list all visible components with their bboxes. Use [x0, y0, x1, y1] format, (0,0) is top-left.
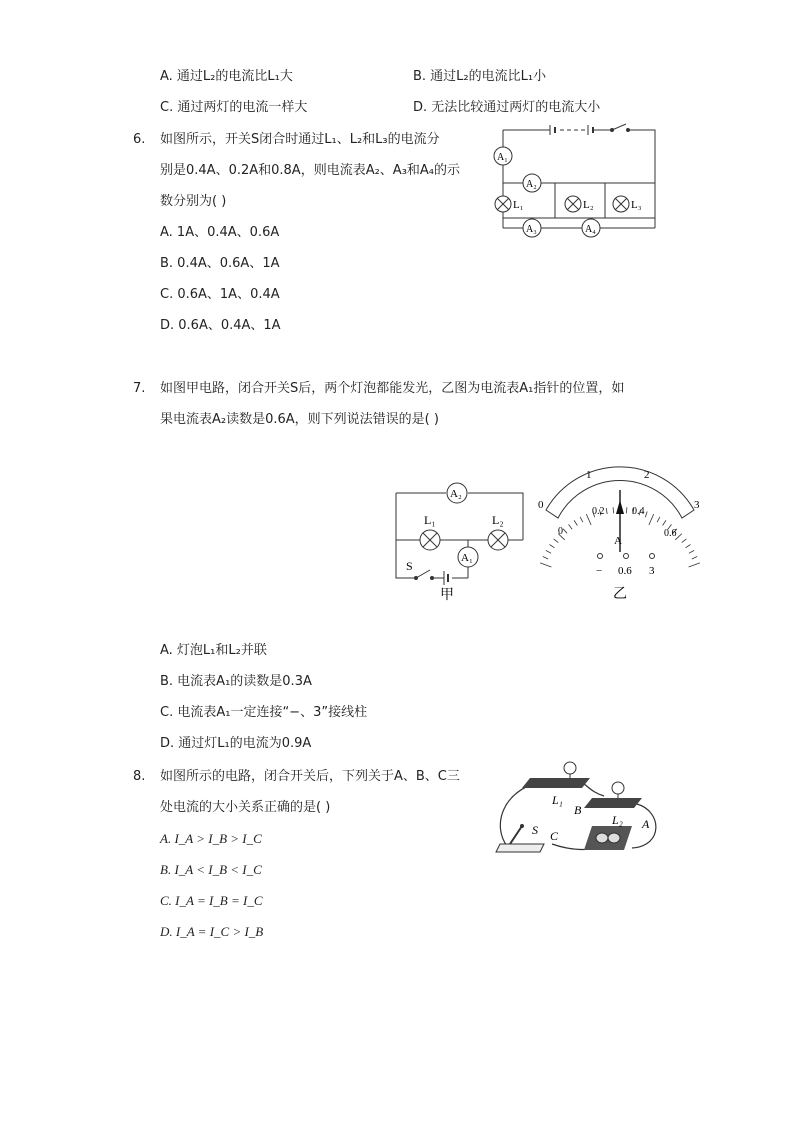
q8-option-a: A. I_A > I_B > I_C — [160, 831, 262, 846]
dial-tick — [657, 517, 660, 522]
dial-tick — [563, 529, 567, 534]
q6-a2-label: A₂ — [526, 179, 537, 190]
q8-c-label: C — [550, 829, 559, 843]
dial-tick — [574, 520, 577, 525]
dial-tick — [586, 514, 591, 525]
q6-option-d: D. 0.6A、0.4A、1A — [160, 318, 281, 333]
yi-inner-3: 0.6 — [664, 528, 677, 539]
q6-stem-line2: 别是0.4A、0.2A和0.8A，则电流表A₂、A₃和A₄的示 — [160, 163, 461, 178]
q7-stem-line1: 如图甲电路，闭合开关S后，两个灯泡都能发光，乙图为电流表A₁指针的位置，如 — [160, 381, 625, 396]
dial-tick — [686, 545, 691, 548]
q6-a4-label: A₄ — [585, 224, 596, 235]
dial-tick — [554, 539, 559, 543]
q6-number: 6. — [133, 132, 146, 147]
q8-option-c: C. I_A = I_B = I_C — [160, 893, 263, 908]
dial-tick — [546, 550, 551, 553]
q8-b-label: B — [574, 803, 582, 817]
q6-stem-line3: 数分别为( ) — [160, 194, 227, 209]
q7-yi-caption: 乙 — [613, 586, 627, 602]
dial-tick — [606, 508, 607, 514]
yi-unit: A — [614, 535, 622, 547]
dial-tick — [645, 512, 647, 518]
q8-l1-label: L₁ — [552, 793, 563, 807]
q6-option-a: A. 1A、0.4A、0.6A — [160, 225, 280, 240]
yi-terminal-3: 3 — [649, 565, 655, 577]
q8-circuit-photo — [492, 756, 664, 861]
q6-stem-line1: 如图所示，开关S闭合时通过L₁、L₂和L₃的电流分 — [160, 132, 440, 147]
yi-outer-0: 0 — [538, 499, 544, 511]
q7-option-d: D. 通过灯L₁的电流为0.9A — [160, 736, 312, 751]
yi-inner-2: 0.4 — [632, 506, 645, 517]
dial-tick — [550, 545, 555, 548]
yi-inner-1: 0.2 — [592, 506, 605, 517]
q6-l3-label: L₃ — [631, 199, 642, 211]
q8-number: 8. — [133, 769, 146, 784]
q6-l1-label: L₁ — [513, 199, 524, 211]
q6-option-b: B. 0.4A、0.6A、1A — [160, 256, 280, 271]
dial-tick — [580, 517, 583, 522]
yi-terminal-neg: − — [596, 565, 603, 577]
dial-tick — [649, 514, 654, 525]
yi-inner-0: 0 — [558, 526, 563, 537]
q8-l2-label: L₂ — [612, 813, 623, 827]
q7-option-b: B. 电流表A₁的读数是0.3A — [160, 674, 312, 689]
q7-number: 7. — [133, 381, 146, 396]
q7-jia-a1-label: A₁ — [461, 552, 473, 564]
q6-a1-label: A₁ — [497, 152, 508, 163]
q5-option-c: C. 通过两灯的电流一样大 — [160, 100, 308, 115]
q6-a3-label: A₃ — [526, 224, 537, 235]
q5-option-d: D. 无法比较通过两灯的电流大小 — [413, 100, 601, 115]
dial-tick — [569, 524, 573, 529]
q7-jia-a2-label: A₂ — [450, 488, 462, 500]
dial-tick — [682, 539, 687, 543]
q8-stem-line2: 处电流的大小关系正确的是( ) — [160, 800, 331, 815]
dial-tick — [692, 557, 697, 560]
q7-circuit-jia — [388, 478, 533, 603]
q5-option-b: B. 通过L₂的电流比L₁小 — [413, 69, 547, 84]
q8-option-d: D. I_A = I_C > I_B — [160, 924, 264, 939]
yi-terminal-06: 0.6 — [618, 565, 632, 577]
yi-outer-1: 1 — [586, 469, 592, 481]
yi-outer-3: 3 — [694, 499, 700, 511]
q7-jia-caption: 甲 — [440, 587, 454, 603]
q7-option-c: C. 电流表A₁一定连接“−、3”接线柱 — [160, 705, 368, 720]
q6-l2-label: L₂ — [583, 199, 594, 211]
dial-tick — [613, 507, 614, 513]
q7-jia-l1-label: L₁ — [424, 513, 436, 527]
dial-tick — [689, 550, 694, 553]
q7-ammeter-yi — [534, 462, 704, 602]
dial-tick — [543, 557, 548, 560]
q6-option-c: C. 0.6A、1A、0.4A — [160, 287, 280, 302]
q7-jia-l2-label: L₂ — [492, 513, 504, 527]
dial-tick — [689, 563, 700, 567]
dial-tick — [626, 507, 627, 513]
q8-option-b: B. I_A < I_B < I_C — [160, 862, 262, 877]
q7-stem-line2: 果电流表A₂读数是0.6A，则下列说法错误的是( ) — [160, 412, 439, 427]
q8-stem-line1: 如图所示的电路，闭合开关后，下列关于A、B、C三 — [160, 769, 460, 784]
q8-s-label: S — [532, 823, 538, 837]
dial-tick — [663, 520, 666, 525]
q7-option-a: A. 灯泡L₁和L₂并联 — [160, 643, 267, 658]
yi-outer-2: 2 — [644, 469, 650, 481]
q8-a-label: A — [642, 817, 650, 831]
q6-circuit-diagram — [485, 118, 665, 243]
q5-option-a: A. 通过L₂的电流比L₁大 — [160, 69, 293, 84]
q7-jia-s-label: S — [406, 559, 413, 573]
dial-tick — [540, 563, 551, 567]
